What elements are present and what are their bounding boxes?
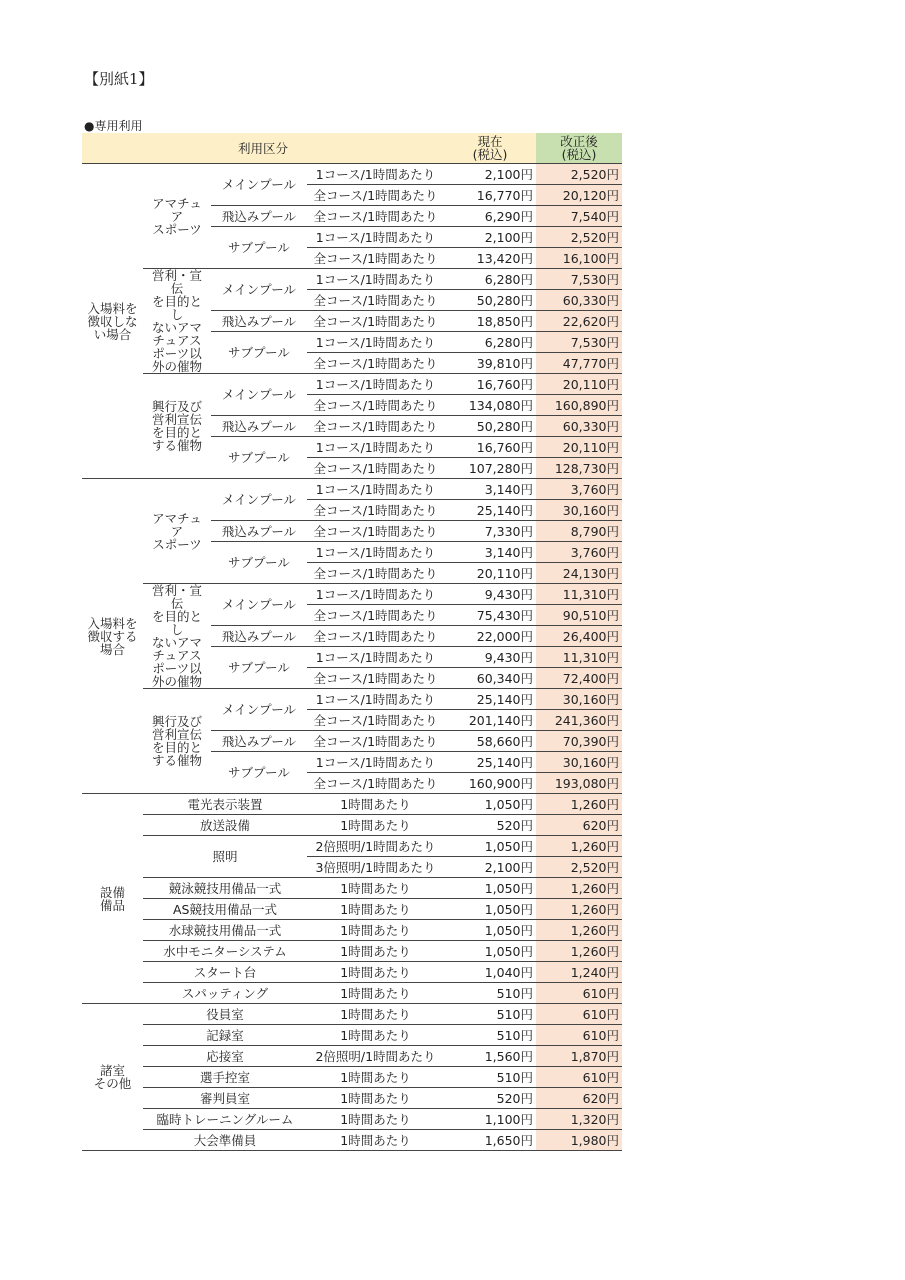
revised-fee: 70,390円 <box>536 731 622 752</box>
current-fee: 1,050円 <box>444 836 536 857</box>
current-fee: 1,050円 <box>444 920 536 941</box>
revised-fee: 30,160円 <box>536 689 622 710</box>
unit-cell: 1コース/1時間あたり <box>307 269 444 290</box>
unit-cell: 1時間あたり <box>307 794 444 815</box>
item-name: 水中モニターシステム <box>143 941 307 962</box>
pool-name: メインプール <box>211 269 307 311</box>
pool-name: サブプール <box>211 332 307 374</box>
unit-cell: 全コース/1時間あたり <box>307 710 444 731</box>
revised-fee: 1,260円 <box>536 794 622 815</box>
current-fee: 520円 <box>444 815 536 836</box>
revised-fee: 610円 <box>536 983 622 1004</box>
current-fee: 16,760円 <box>444 374 536 395</box>
unit-cell: 1コース/1時間あたり <box>307 374 444 395</box>
current-fee: 6,290円 <box>444 206 536 227</box>
unit-cell: 1時間あたり <box>307 815 444 836</box>
current-fee: 1,100円 <box>444 1109 536 1130</box>
revised-fee: 90,510円 <box>536 605 622 626</box>
revised-fee: 72,400円 <box>536 668 622 689</box>
current-fee: 25,140円 <box>444 752 536 773</box>
revised-fee: 30,160円 <box>536 500 622 521</box>
pool-name: メインプール <box>211 479 307 521</box>
revised-fee: 1,260円 <box>536 899 622 920</box>
unit-cell: 3倍照明/1時間あたり <box>307 857 444 878</box>
pool-name: 飛込みプール <box>211 416 307 437</box>
unit-cell: 全コース/1時間あたり <box>307 626 444 647</box>
table-row <box>82 983 622 1004</box>
unit-cell: 1時間あたり <box>307 899 444 920</box>
unit-cell: 全コース/1時間あたり <box>307 248 444 269</box>
current-fee: 1,040円 <box>444 962 536 983</box>
unit-cell: 全コース/1時間あたり <box>307 185 444 206</box>
revised-fee: 20,110円 <box>536 374 622 395</box>
revised-fee: 1,870円 <box>536 1046 622 1067</box>
pool-name: メインプール <box>211 689 307 731</box>
pool-name: サブプール <box>211 647 307 689</box>
current-fee: 1,050円 <box>444 878 536 899</box>
table-row <box>82 1130 622 1151</box>
current-fee: 6,280円 <box>444 269 536 290</box>
pool-name: 飛込みプール <box>211 731 307 752</box>
revised-fee: 1,320円 <box>536 1109 622 1130</box>
pool-name: サブプール <box>211 437 307 479</box>
unit-cell: 1コース/1時間あたり <box>307 584 444 605</box>
current-fee: 16,770円 <box>444 185 536 206</box>
unit-cell: 全コース/1時間あたり <box>307 206 444 227</box>
table-header <box>82 133 622 164</box>
unit-cell: 1時間あたり <box>307 941 444 962</box>
current-fee: 1,050円 <box>444 899 536 920</box>
item-name: スパッティング <box>143 983 307 1004</box>
current-fee: 1,650円 <box>444 1130 536 1151</box>
unit-cell: 1コース/1時間あたり <box>307 542 444 563</box>
current-fee: 1,050円 <box>444 794 536 815</box>
revised-fee: 620円 <box>536 1088 622 1109</box>
current-fee: 58,660円 <box>444 731 536 752</box>
unit-cell: 全コース/1時間あたり <box>307 521 444 542</box>
revised-fee: 160,890円 <box>536 395 622 416</box>
revised-fee: 7,540円 <box>536 206 622 227</box>
unit-cell: 2倍照明/1時間あたり <box>307 1046 444 1067</box>
unit-cell: 1コース/1時間あたり <box>307 332 444 353</box>
pool-name: 飛込みプール <box>211 626 307 647</box>
revised-fee: 610円 <box>536 1067 622 1088</box>
current-fee: 9,430円 <box>444 584 536 605</box>
revised-fee: 193,080円 <box>536 773 622 794</box>
current-fee: 510円 <box>444 1025 536 1046</box>
unit-cell: 1コース/1時間あたり <box>307 437 444 458</box>
current-fee: 134,080円 <box>444 395 536 416</box>
revised-fee: 2,520円 <box>536 227 622 248</box>
revised-fee: 7,530円 <box>536 332 622 353</box>
unit-cell: 1時間あたり <box>307 962 444 983</box>
unit-cell: 1時間あたり <box>307 1109 444 1130</box>
table-row <box>82 815 622 836</box>
revised-fee: 241,360円 <box>536 710 622 731</box>
current-fee: 20,110円 <box>444 563 536 584</box>
revised-fee: 8,790円 <box>536 521 622 542</box>
section-label: 設備 備品 <box>82 794 143 1004</box>
item-name: 選手控室 <box>143 1067 307 1088</box>
current-fee: 13,420円 <box>444 248 536 269</box>
table-row <box>82 1109 622 1130</box>
item-name: 大会準備員 <box>143 1130 307 1151</box>
section-label: 入場料を 徴収しな い場合 <box>82 164 143 479</box>
item-name: 役員室 <box>143 1004 307 1025</box>
table-row <box>82 269 622 290</box>
unit-cell: 全コース/1時間あたり <box>307 500 444 521</box>
table-row <box>82 941 622 962</box>
unit-cell: 全コース/1時間あたり <box>307 353 444 374</box>
unit-cell: 全コース/1時間あたり <box>307 416 444 437</box>
revised-fee: 60,330円 <box>536 290 622 311</box>
current-fee: 18,850円 <box>444 311 536 332</box>
unit-cell: 1時間あたり <box>307 1067 444 1088</box>
pool-name: 飛込みプール <box>211 521 307 542</box>
category-label: 営利・宣伝 を目的とし ないアマ チュアス ポーツ以 外の催物 <box>143 584 211 689</box>
revised-fee: 2,520円 <box>536 857 622 878</box>
revised-fee: 16,100円 <box>536 248 622 269</box>
revised-fee: 1,240円 <box>536 962 622 983</box>
table-row <box>82 878 622 899</box>
header-current: 現在 (税込) <box>444 133 536 164</box>
table-row <box>82 164 622 185</box>
unit-cell: 1コース/1時間あたり <box>307 164 444 185</box>
current-fee: 2,100円 <box>444 227 536 248</box>
unit-cell: 全コース/1時間あたり <box>307 773 444 794</box>
unit-cell: 1時間あたり <box>307 1130 444 1151</box>
pool-name: メインプール <box>211 374 307 416</box>
current-fee: 25,140円 <box>444 689 536 710</box>
current-fee: 510円 <box>444 1067 536 1088</box>
fee-table <box>82 133 622 1151</box>
unit-cell: 全コース/1時間あたり <box>307 668 444 689</box>
current-fee: 510円 <box>444 983 536 1004</box>
current-fee: 510円 <box>444 1004 536 1025</box>
unit-cell: 2倍照明/1時間あたり <box>307 836 444 857</box>
section-label: 入場料を 徴収する 場合 <box>82 479 143 794</box>
table-row <box>82 920 622 941</box>
item-name: 臨時トレーニングルーム <box>143 1109 307 1130</box>
revised-fee: 47,770円 <box>536 353 622 374</box>
current-fee: 3,140円 <box>444 542 536 563</box>
current-fee: 22,000円 <box>444 626 536 647</box>
unit-cell: 全コース/1時間あたり <box>307 395 444 416</box>
table-row <box>82 1046 622 1067</box>
table-row <box>82 1067 622 1088</box>
revised-fee: 3,760円 <box>536 542 622 563</box>
unit-cell: 全コース/1時間あたり <box>307 731 444 752</box>
revised-fee: 26,400円 <box>536 626 622 647</box>
current-fee: 160,900円 <box>444 773 536 794</box>
item-name: 競泳競技用備品一式 <box>143 878 307 899</box>
table-row <box>82 899 622 920</box>
current-fee: 7,330円 <box>444 521 536 542</box>
unit-cell: 1時間あたり <box>307 983 444 1004</box>
pool-name: 飛込みプール <box>211 311 307 332</box>
item-name: スタート台 <box>143 962 307 983</box>
revised-fee: 610円 <box>536 1025 622 1046</box>
pool-name: サブプール <box>211 227 307 269</box>
document-title: 【別紙1】 <box>84 70 154 88</box>
revised-fee: 2,520円 <box>536 164 622 185</box>
unit-cell: 全コース/1時間あたり <box>307 605 444 626</box>
table-row <box>82 1088 622 1109</box>
item-name: 水球競技用備品一式 <box>143 920 307 941</box>
pool-name: メインプール <box>211 164 307 206</box>
item-name: 電光表示装置 <box>143 794 307 815</box>
revised-fee: 3,760円 <box>536 479 622 500</box>
current-fee: 16,760円 <box>444 437 536 458</box>
current-fee: 60,340円 <box>444 668 536 689</box>
revised-fee: 610円 <box>536 1004 622 1025</box>
pool-name: サブプール <box>211 752 307 794</box>
current-fee: 1,560円 <box>444 1046 536 1067</box>
current-fee: 75,430円 <box>444 605 536 626</box>
section-heading: ●専用利用 <box>84 119 143 133</box>
current-fee: 6,280円 <box>444 332 536 353</box>
category-label: アマチュア スポーツ <box>143 479 211 584</box>
current-fee: 9,430円 <box>444 647 536 668</box>
unit-cell: 全コース/1時間あたり <box>307 458 444 479</box>
revised-fee: 1,980円 <box>536 1130 622 1151</box>
item-name: 応接室 <box>143 1046 307 1067</box>
revised-fee: 1,260円 <box>536 836 622 857</box>
pool-name: メインプール <box>211 584 307 626</box>
unit-cell: 1時間あたり <box>307 1088 444 1109</box>
revised-fee: 1,260円 <box>536 941 622 962</box>
item-name: AS競技用備品一式 <box>143 899 307 920</box>
current-fee: 520円 <box>444 1088 536 1109</box>
table-row <box>82 1004 622 1025</box>
current-fee: 50,280円 <box>444 290 536 311</box>
current-fee: 2,100円 <box>444 857 536 878</box>
item-name: 審判員室 <box>143 1088 307 1109</box>
header-category: 利用区分 <box>82 133 444 164</box>
table-row <box>82 962 622 983</box>
current-fee: 201,140円 <box>444 710 536 731</box>
header-revised: 改正後 (税込) <box>536 133 622 164</box>
revised-fee: 22,620円 <box>536 311 622 332</box>
category-label: 興行及び 営利宣伝 を目的と する催物 <box>143 374 211 479</box>
unit-cell: 1時間あたり <box>307 878 444 899</box>
revised-fee: 24,130円 <box>536 563 622 584</box>
revised-fee: 60,330円 <box>536 416 622 437</box>
unit-cell: 1コース/1時間あたり <box>307 227 444 248</box>
revised-fee: 7,530円 <box>536 269 622 290</box>
category-label: アマチュア スポーツ <box>143 164 211 269</box>
current-fee: 25,140円 <box>444 500 536 521</box>
unit-cell: 全コース/1時間あたり <box>307 563 444 584</box>
table-row <box>82 794 622 815</box>
table-row <box>82 689 622 710</box>
unit-cell: 1コース/1時間あたり <box>307 479 444 500</box>
current-fee: 2,100円 <box>444 164 536 185</box>
current-fee: 1,050円 <box>444 941 536 962</box>
unit-cell: 1コース/1時間あたり <box>307 752 444 773</box>
category-label: 営利・宣伝 を目的とし ないアマ チュアス ポーツ以 外の催物 <box>143 269 211 374</box>
pool-name: サブプール <box>211 542 307 584</box>
unit-cell: 1コース/1時間あたり <box>307 689 444 710</box>
current-fee: 107,280円 <box>444 458 536 479</box>
revised-fee: 20,110円 <box>536 437 622 458</box>
item-name: 記録室 <box>143 1025 307 1046</box>
unit-cell: 1時間あたり <box>307 920 444 941</box>
table-row <box>82 584 622 605</box>
unit-cell: 全コース/1時間あたり <box>307 311 444 332</box>
section-label: 諸室 その他 <box>82 1004 143 1151</box>
current-fee: 39,810円 <box>444 353 536 374</box>
revised-fee: 11,310円 <box>536 647 622 668</box>
revised-fee: 1,260円 <box>536 878 622 899</box>
unit-cell: 全コース/1時間あたり <box>307 290 444 311</box>
unit-cell: 1時間あたり <box>307 1004 444 1025</box>
table-row <box>82 374 622 395</box>
unit-cell: 1コース/1時間あたり <box>307 647 444 668</box>
unit-cell: 1時間あたり <box>307 1025 444 1046</box>
revised-fee: 30,160円 <box>536 752 622 773</box>
item-name: 照明 <box>143 836 307 878</box>
revised-fee: 20,120円 <box>536 185 622 206</box>
revised-fee: 620円 <box>536 815 622 836</box>
table-row <box>82 836 622 857</box>
revised-fee: 128,730円 <box>536 458 622 479</box>
current-fee: 50,280円 <box>444 416 536 437</box>
item-name: 放送設備 <box>143 815 307 836</box>
current-fee: 3,140円 <box>444 479 536 500</box>
pool-name: 飛込みプール <box>211 206 307 227</box>
category-label: 興行及び 営利宣伝 を目的と する催物 <box>143 689 211 794</box>
revised-fee: 1,260円 <box>536 920 622 941</box>
table-row <box>82 1025 622 1046</box>
table-row <box>82 479 622 500</box>
revised-fee: 11,310円 <box>536 584 622 605</box>
